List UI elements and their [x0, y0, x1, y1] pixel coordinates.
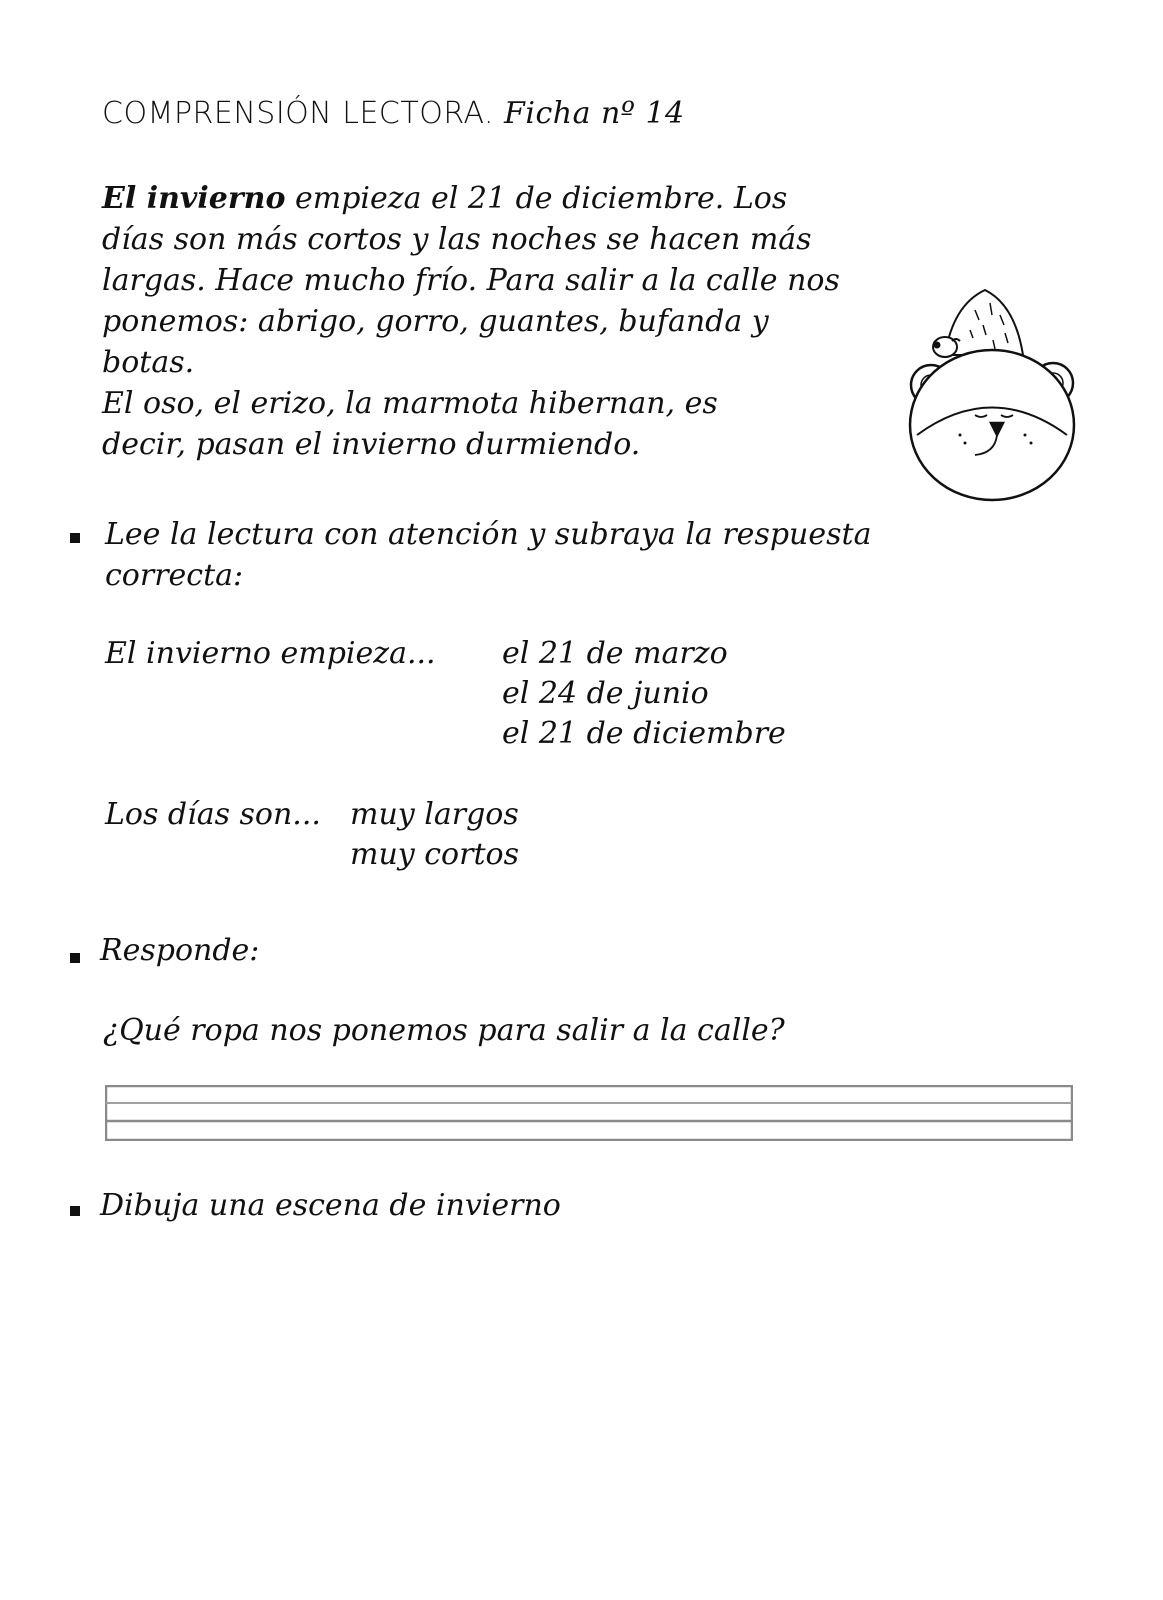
q1-option-3[interactable]: el 21 de diciembre	[502, 716, 786, 751]
q2-option-1[interactable]: muy largos	[350, 797, 519, 832]
exercise-3-instruction: Dibuja una escena de invierno	[100, 1188, 561, 1223]
reading-line-1: empieza el 21 de diciembre. Los	[285, 181, 788, 216]
answer-writing-lines[interactable]	[105, 1085, 1073, 1141]
reading-line-2: días son más cortos y las noches se hacen más	[102, 222, 812, 257]
reading-line-5: botas.	[102, 345, 195, 380]
reading-line-3: largas. Hace mucho frío. Para salir a la calle nos	[102, 263, 840, 298]
exercise-1-instruction	[105, 514, 871, 596]
q1-prompt: El invierno empieza...	[105, 636, 436, 671]
reading-line-6: El oso, el erizo, la marmota hibernan, es	[102, 386, 718, 421]
bullet-exercise-2	[70, 953, 80, 963]
reading-line-4: ponemos: abrigo, gorro, guantes, bufanda y	[102, 304, 769, 339]
bear-hedgehog-illustration	[905, 285, 1080, 505]
q2-option-2[interactable]: muy cortos	[350, 837, 519, 872]
title-cursive: Ficha nº 14	[504, 96, 685, 131]
exercise-1-instruction-line-1: Lee la lectura con atención y subraya la respuesta	[105, 517, 872, 552]
bullet-exercise-3	[70, 1206, 80, 1216]
exercise-2-instruction: Responde:	[100, 933, 260, 968]
drawing-area[interactable]	[80, 1250, 1080, 1570]
q2-prompt: Los días son...	[105, 797, 321, 832]
exercise-2-question: ¿Qué ropa nos ponemos para salir a la calle?	[103, 1013, 785, 1048]
worksheet-title	[102, 96, 685, 131]
bullet-exercise-1	[70, 533, 80, 543]
title-print: COMPRENSIÓN LECTORA.	[102, 96, 494, 131]
exercise-1-instruction-line-2: correcta:	[105, 558, 244, 593]
bear-icon	[910, 350, 1074, 500]
reading-passage	[102, 178, 932, 465]
reading-term: El invierno	[102, 181, 286, 216]
q1-option-1[interactable]: el 21 de marzo	[502, 636, 728, 671]
reading-line-7: decir, pasan el invierno durmiendo.	[102, 427, 641, 462]
hedgehog-icon	[933, 290, 1023, 357]
q1-option-2[interactable]: el 24 de junio	[502, 676, 709, 711]
